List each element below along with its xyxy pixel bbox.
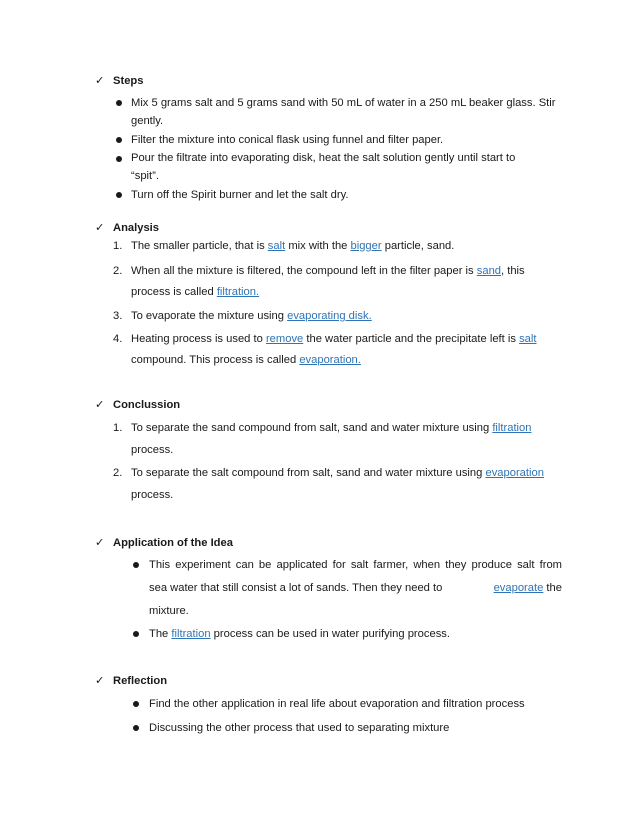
bullet-icon (116, 192, 122, 198)
conclusion-heading: ✓ Conclussion (95, 399, 181, 411)
check-icon: ✓ (95, 399, 105, 411)
link-remove[interactable]: remove (265, 333, 304, 345)
link-bigger[interactable]: bigger (350, 240, 382, 252)
link-sand[interactable]: sand (476, 265, 502, 277)
conclusion-item-1-line1: To separate the sand compound from salt, sand and water mixture using filtration (131, 422, 532, 434)
analysis-number-4: 4. (113, 333, 123, 345)
application-item-1-line2: sea water that still consist a lot of sands. Then they need to evaporate the (149, 582, 562, 594)
check-icon: ✓ (95, 675, 105, 687)
application-heading: ✓ Application of the Idea (95, 537, 233, 549)
check-icon: ✓ (95, 222, 105, 234)
bullet-icon (133, 725, 139, 731)
bullet-icon (133, 631, 139, 637)
check-icon: ✓ (95, 75, 105, 87)
analysis-item-2-line2: process is called filtration. (131, 286, 260, 298)
link-filtration-3[interactable]: filtration (171, 628, 211, 640)
analysis-number-1: 1. (113, 240, 123, 252)
conclusion-item-2-line1: To separate the salt compound from salt, sand and water mixture using evaporation (131, 467, 544, 479)
conclusion-number-1: 1. (113, 422, 123, 434)
application-item-1-line3: mixture. (149, 605, 189, 617)
link-salt-2[interactable]: salt (519, 333, 537, 345)
steps-item-1-line2: gently. (131, 115, 164, 127)
reflection-heading: ✓ Reflection (95, 675, 168, 687)
conclusion-number-2: 2. (113, 467, 123, 479)
steps-item-2: Filter the mixture into conical flask using funnel and filter paper. (131, 134, 444, 146)
steps-heading: ✓ Steps (95, 75, 144, 87)
bullet-icon (116, 137, 122, 143)
analysis-heading: ✓ Analysis (95, 222, 160, 234)
link-salt[interactable]: salt (267, 240, 286, 252)
analysis-item-2-line1: When all the mixture is filtered, the compound left in the filter paper is sand, this (131, 265, 525, 277)
link-evaporation[interactable]: evaporation. (299, 354, 361, 366)
analysis-number-2: 2. (113, 265, 123, 277)
bullet-icon (116, 156, 122, 162)
reflection-item-2: Discussing the other process that used to separating mixture (149, 722, 450, 734)
application-item-1-line1: This experiment can be applicated for salt farmer, when they produce salt from (149, 559, 562, 571)
analysis-item-3: To evaporate the mixture using evaporating disk. (131, 310, 372, 322)
steps-item-4: Turn off the Spirit burner and let the salt dry. (131, 189, 349, 201)
conclusion-item-2-line2: process. (131, 489, 174, 501)
link-evaporating-disk[interactable]: evaporating disk. (287, 310, 372, 322)
link-evaporate[interactable]: evaporate (493, 582, 544, 594)
steps-item-3-line2: “spit”. (131, 170, 159, 182)
link-filtration[interactable]: filtration. (216, 286, 260, 298)
check-icon: ✓ (95, 537, 105, 549)
bullet-icon (133, 562, 139, 568)
link-filtration-2[interactable]: filtration (492, 422, 532, 434)
bullet-icon (133, 701, 139, 707)
analysis-item-4-line1: Heating process is used to remove the water particle and the precipitate left is salt (131, 333, 537, 345)
link-evaporation-2[interactable]: evaporation (485, 467, 544, 479)
application-item-2: The filtration process can be used in water purifying process. (149, 628, 450, 640)
bullet-icon (116, 100, 122, 106)
conclusion-item-1-line2: process. (131, 444, 174, 456)
steps-item-1-line1: Mix 5 grams salt and 5 grams sand with 50 mL of water in a 250 mL beaker glass. Stir (131, 97, 556, 109)
reflection-item-1: Find the other application in real life about evaporation and filtration process (149, 698, 525, 710)
analysis-item-4-line2: compound. This process is called evaporation. (131, 354, 361, 366)
analysis-item-1: The smaller particle, that is salt mix with the bigger particle, sand. (131, 240, 455, 252)
steps-item-3-line1: Pour the filtrate into evaporating disk, heat the salt solution gently until start to (131, 152, 516, 164)
analysis-number-3: 3. (113, 310, 123, 322)
